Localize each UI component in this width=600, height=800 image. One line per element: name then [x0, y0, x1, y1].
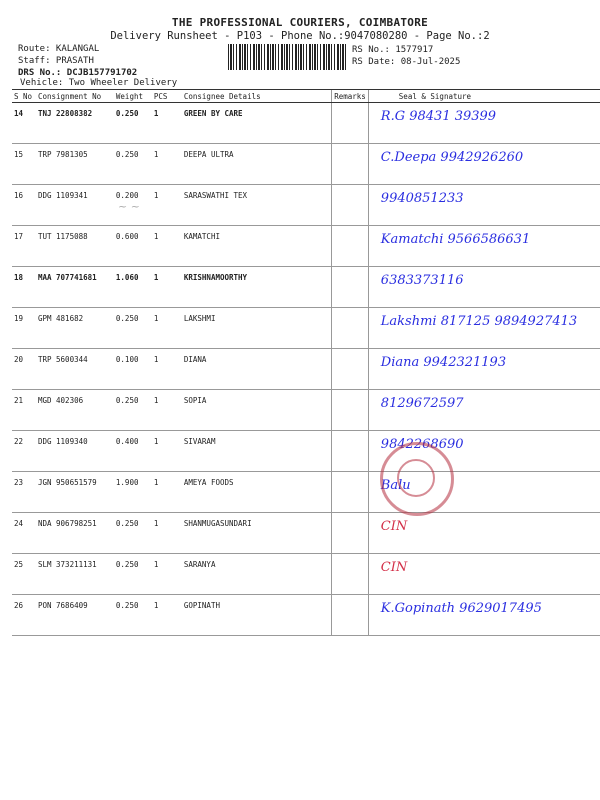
cell-consignment: SLM 373211131 [36, 554, 114, 595]
cell-pcs: 1 [152, 472, 182, 513]
cell-pcs: 1 [152, 390, 182, 431]
cell-weight: 0.250 [114, 554, 152, 595]
cell-consignment: PON 7686409 [36, 595, 114, 636]
pencil-mark: ~ ~ [118, 200, 140, 213]
cell-consignment: NDA 906798251 [36, 513, 114, 554]
table-row [12, 144, 600, 185]
cell-consignment: TUT 1175088 [36, 226, 114, 267]
handwritten-signature: K.Gopinath 9629017495 [380, 601, 542, 616]
cell-consignee: GOPINATH [182, 595, 332, 636]
table-row [12, 349, 600, 390]
cell-pcs: 1 [152, 431, 182, 472]
handwritten-signature: C.Deepa 9942926260 [380, 150, 524, 165]
cell-weight: 0.250 [114, 595, 152, 636]
runsheet-table [12, 89, 600, 636]
cell-remarks [332, 267, 369, 308]
table-row [12, 431, 600, 472]
cell-remarks [332, 103, 369, 144]
cell-weight: 0.250 [114, 513, 152, 554]
handwritten-signature: Lakshmi 817125 9894927413 [380, 314, 578, 329]
cell-weight: 0.250 [114, 103, 152, 144]
cell-consignee: GREEN BY CARE [182, 103, 332, 144]
cell-consignee: AMEYA FOODS [182, 472, 332, 513]
cell-signature [368, 226, 600, 267]
cell-sno: 16 [12, 185, 36, 226]
cell-weight: 0.600 [114, 226, 152, 267]
cell-sno: 25 [12, 554, 36, 595]
cell-pcs: 1 [152, 267, 182, 308]
handwritten-signature: Balu [380, 478, 411, 493]
table-row [12, 103, 600, 144]
col-consignee: Consignee Details [182, 90, 332, 103]
cell-pcs: 1 [152, 226, 182, 267]
cell-consignment: DDG 1109341 [36, 185, 114, 226]
cell-signature [368, 513, 600, 554]
cell-remarks [332, 390, 369, 431]
cell-weight: 0.200 [114, 185, 152, 226]
cell-remarks [332, 431, 369, 472]
handwritten-signature: Diana 9942321193 [380, 355, 507, 370]
cell-consignee: KAMATCHI [182, 226, 332, 267]
cell-signature [368, 103, 600, 144]
col-weight: Weight [114, 90, 152, 103]
company-seal-stamp [380, 442, 454, 516]
cell-remarks [332, 554, 369, 595]
cell-consignee: KRISHNAMOORTHY [182, 267, 332, 308]
cell-sno: 15 [12, 144, 36, 185]
table-row [12, 267, 600, 308]
handwritten-signature: CIN [380, 560, 408, 575]
table-header [12, 90, 600, 103]
cell-sno: 18 [12, 267, 36, 308]
table-row [12, 226, 600, 267]
drs-label: DRS No.: [18, 68, 62, 78]
cell-consignee: SARANYA [182, 554, 332, 595]
cell-sno: 14 [12, 103, 36, 144]
cell-weight: 0.250 [114, 308, 152, 349]
handwritten-signature: 8129672597 [380, 396, 464, 411]
cell-consignment: TRP 7981305 [36, 144, 114, 185]
cell-weight: 1.060 [114, 267, 152, 308]
cell-consignee: DIANA [182, 349, 332, 390]
cell-sno: 21 [12, 390, 36, 431]
cell-sno: 20 [12, 349, 36, 390]
vehicle-info: Vehicle: Two Wheeler Delivery [20, 78, 178, 88]
cell-pcs: 1 [152, 595, 182, 636]
handwritten-signature: 9842268690 [380, 437, 464, 452]
cell-remarks [332, 308, 369, 349]
cell-consignment: TRP 5600344 [36, 349, 114, 390]
table-row [12, 390, 600, 431]
cell-pcs: 1 [152, 349, 182, 390]
route-info: Route: KALANGAL [18, 44, 100, 54]
runsheet-subtitle: Delivery Runsheet - P103 - Phone No.:9047080280 - Page No.:2 [110, 30, 490, 42]
cell-signature [368, 554, 600, 595]
cell-signature [368, 144, 600, 185]
cell-weight: 0.400 [114, 431, 152, 472]
cell-consignee: SHANMUGASUNDARI [182, 513, 332, 554]
cell-signature [368, 267, 600, 308]
cell-consignee: SIVARAM [182, 431, 332, 472]
cell-sno: 22 [12, 431, 36, 472]
handwritten-signature: Kamatchi 9566586631 [380, 232, 531, 247]
rs-number: RS No.: 1577917 [352, 45, 434, 55]
rs-date: RS Date: 08-Jul-2025 [352, 57, 461, 67]
col-sno: S No [12, 90, 36, 103]
table-row [12, 185, 600, 226]
barcode [228, 44, 346, 70]
table-row [12, 308, 600, 349]
cell-consignee: SARASWATHI TEX [182, 185, 332, 226]
cell-signature [368, 308, 600, 349]
col-remarks: Remarks [332, 90, 369, 103]
cell-remarks [332, 226, 369, 267]
rs-info [352, 44, 460, 68]
cell-pcs: 1 [152, 513, 182, 554]
cell-weight: 0.250 [114, 390, 152, 431]
handwritten-signature: 6383373116 [380, 273, 464, 288]
handwritten-signature: R.G 98431 39399 [380, 109, 497, 124]
cell-consignment: MGD 402306 [36, 390, 114, 431]
col-signature: Seal & Signature [368, 90, 600, 103]
cell-signature [368, 595, 600, 636]
staff-info: Staff: PRASATH [18, 56, 94, 66]
cell-sno: 19 [12, 308, 36, 349]
cell-consignee: SOPIA [182, 390, 332, 431]
table-row [12, 595, 600, 636]
cell-sno: 17 [12, 226, 36, 267]
cell-consignment: GPM 481682 [36, 308, 114, 349]
drs-value: DCJB157791702 [66, 68, 138, 78]
cell-pcs: 1 [152, 103, 182, 144]
cell-weight: 1.900 [114, 472, 152, 513]
cell-consignment: MAA 707741681 [36, 267, 114, 308]
cell-signature [368, 185, 600, 226]
cell-sno: 26 [12, 595, 36, 636]
cell-pcs: 1 [152, 185, 182, 226]
handwritten-signature: CIN [380, 519, 408, 534]
cell-weight: 0.100 [114, 349, 152, 390]
cell-pcs: 1 [152, 144, 182, 185]
cell-remarks [332, 595, 369, 636]
table-row [12, 472, 600, 513]
cell-consignee: LAKSHMI [182, 308, 332, 349]
cell-consignment: DDG 1109340 [36, 431, 114, 472]
table-row [12, 554, 600, 595]
cell-remarks [332, 472, 369, 513]
cell-sno: 23 [12, 472, 36, 513]
col-consignment: Consignment No [36, 90, 114, 103]
cell-remarks [332, 513, 369, 554]
company-title: THE PROFESSIONAL COURIERS, COIMBATORE [171, 16, 429, 29]
cell-pcs: 1 [152, 554, 182, 595]
col-pcs: PCS [152, 90, 182, 103]
cell-pcs: 1 [152, 308, 182, 349]
cell-sno: 24 [12, 513, 36, 554]
cell-remarks [332, 349, 369, 390]
cell-weight: 0.250 [114, 144, 152, 185]
cell-consignment: JGN 950651579 [36, 472, 114, 513]
cell-consignee: DEEPA ULTRA [182, 144, 332, 185]
table-row [12, 513, 600, 554]
cell-remarks [332, 144, 369, 185]
cell-remarks [332, 185, 369, 226]
cell-signature [368, 349, 600, 390]
cell-consignment: TNJ 22808382 [36, 103, 114, 144]
handwritten-signature: 9940851233 [380, 191, 464, 206]
cell-signature [368, 390, 600, 431]
